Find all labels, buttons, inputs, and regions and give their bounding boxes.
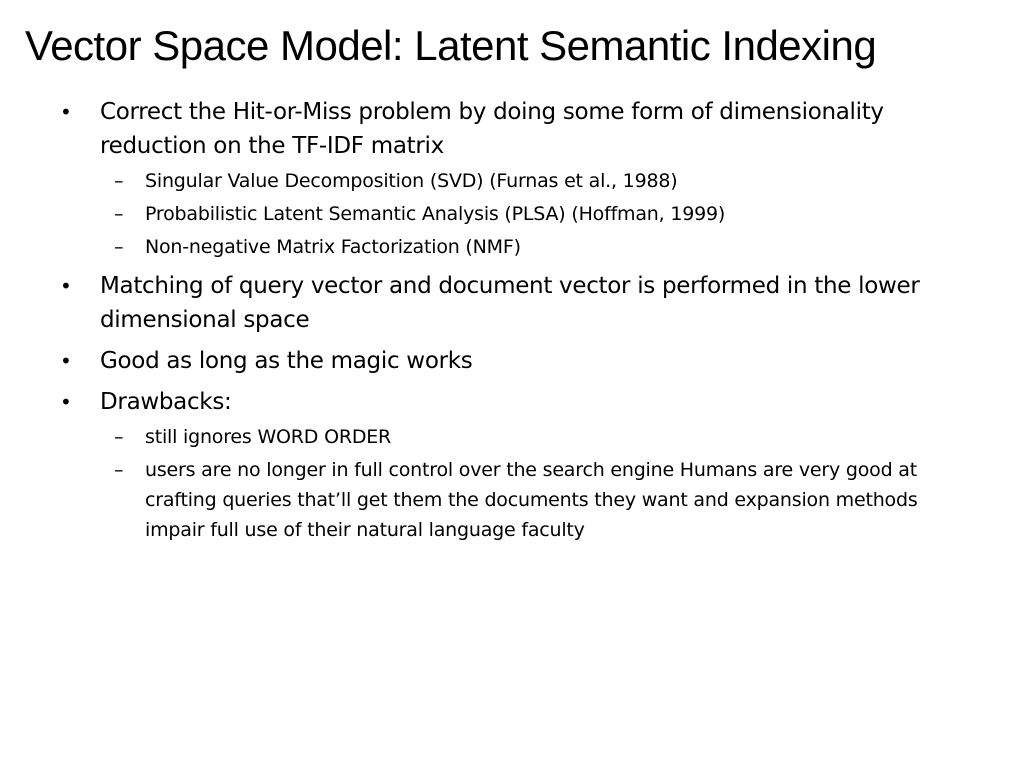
bullet-text: Matching of query vector and document vector is performed in the lower dimensional space [100,273,920,333]
bullet-text: Correct the Hit-or-Miss problem by doing some form of dimensionality reduction on the TF-IDF matrix [100,99,884,159]
slide-title: Vector Space Model: Latent Semantic Indexing [25,22,877,69]
sub-bullet-text: Singular Value Decomposition (SVD) (Furnas et al., 1988) [145,170,678,192]
dash-marker: – [114,426,124,448]
dash-marker: – [114,236,124,258]
bullet-marker: • [60,274,72,298]
sub-bullet-word-order [100,422,978,452]
dash-marker: – [114,203,124,225]
dash-marker: – [114,170,124,192]
dash-marker: – [114,459,124,481]
slide-body [58,95,978,545]
sub-bullet-text: users are no longer in full control over the search engine Humans are very good at crafting queries that’ll get them the documents they want and expansion methods impair full use of their natural language faculty [145,459,918,541]
sub-bullet-svd [100,166,978,196]
sub-bullet-plsa [100,199,978,229]
bullet-marker: • [60,100,72,124]
bullet-marker: • [60,349,72,373]
sub-bullet-text: still ignores WORD ORDER [145,426,392,448]
bullet-text: Good as long as the magic works [100,348,473,374]
sub-bullet-nmf [100,232,978,262]
bullet-3 [58,344,978,378]
sub-bullet-text: Probabilistic Latent Semantic Analysis (PLSA) (Hoffman, 1999) [145,203,726,225]
bullet-4 [58,385,978,419]
bullet-1 [58,95,978,163]
bullet-text: Drawbacks: [100,389,232,415]
sub-bullet-text: Non-negative Matrix Factorization (NMF) [145,236,521,258]
sub-bullet-user-control [100,455,978,545]
bullet-2 [58,269,978,337]
bullet-marker: • [60,390,72,414]
